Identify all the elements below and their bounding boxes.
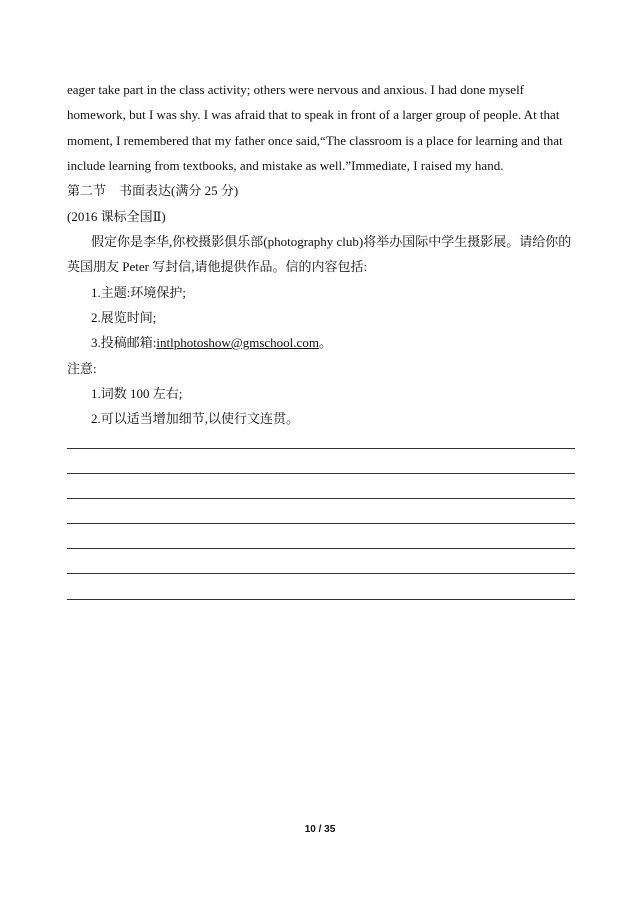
prompt-item-3-label: 3.投稿邮箱:	[91, 335, 157, 350]
answer-line-4	[67, 523, 575, 524]
notes-title: 注意:	[67, 361, 97, 376]
section-source: (2016 课标全国Ⅱ)	[67, 209, 166, 224]
prompt-line-2: 英国朋友 Peter 写封信,请他提供作品。信的内容包括:	[67, 259, 368, 274]
page-number: 10 / 35	[304, 824, 336, 835]
prompt-item-2: 2.展览时间;	[91, 310, 157, 325]
section-heading: 第二节 书面表达(满分 25 分)	[67, 183, 239, 198]
answer-line-7	[67, 599, 575, 600]
prompt-item-3-suffix: 。	[318, 335, 332, 350]
passage-line-4: include learning from textbooks, and mistake as well.”Immediate, I raised my hand.	[67, 158, 504, 173]
answer-line-3	[67, 498, 575, 499]
answer-line-1	[67, 448, 575, 449]
answer-line-6	[67, 573, 575, 574]
passage-line-2: homework, but I was shy. I was afraid that to speak in front of a larger group of people. At that	[67, 107, 560, 122]
notes-item-2: 2.可以适当增加细节,以使行文连贯。	[91, 411, 300, 426]
answer-line-2	[67, 473, 575, 474]
passage-line-3: moment, I remembered that my father once said,“The classroom is a place for learning and that	[67, 133, 563, 148]
submission-email-link[interactable]: intlphotoshow@gmschool.com	[156, 335, 319, 350]
answer-line-5	[67, 548, 575, 549]
prompt-line-1: 假定你是李华,你校摄影俱乐部(photography club)将举办国际中学生摄影展。请给你的	[91, 234, 572, 249]
prompt-item-3	[91, 334, 332, 352]
prompt-item-1: 1.主题:环境保护;	[91, 285, 186, 300]
passage-line-1: eager take part in the class activity; others were nervous and anxious. I had done myself	[67, 82, 525, 97]
notes-item-1: 1.词数 100 左右;	[91, 386, 183, 401]
